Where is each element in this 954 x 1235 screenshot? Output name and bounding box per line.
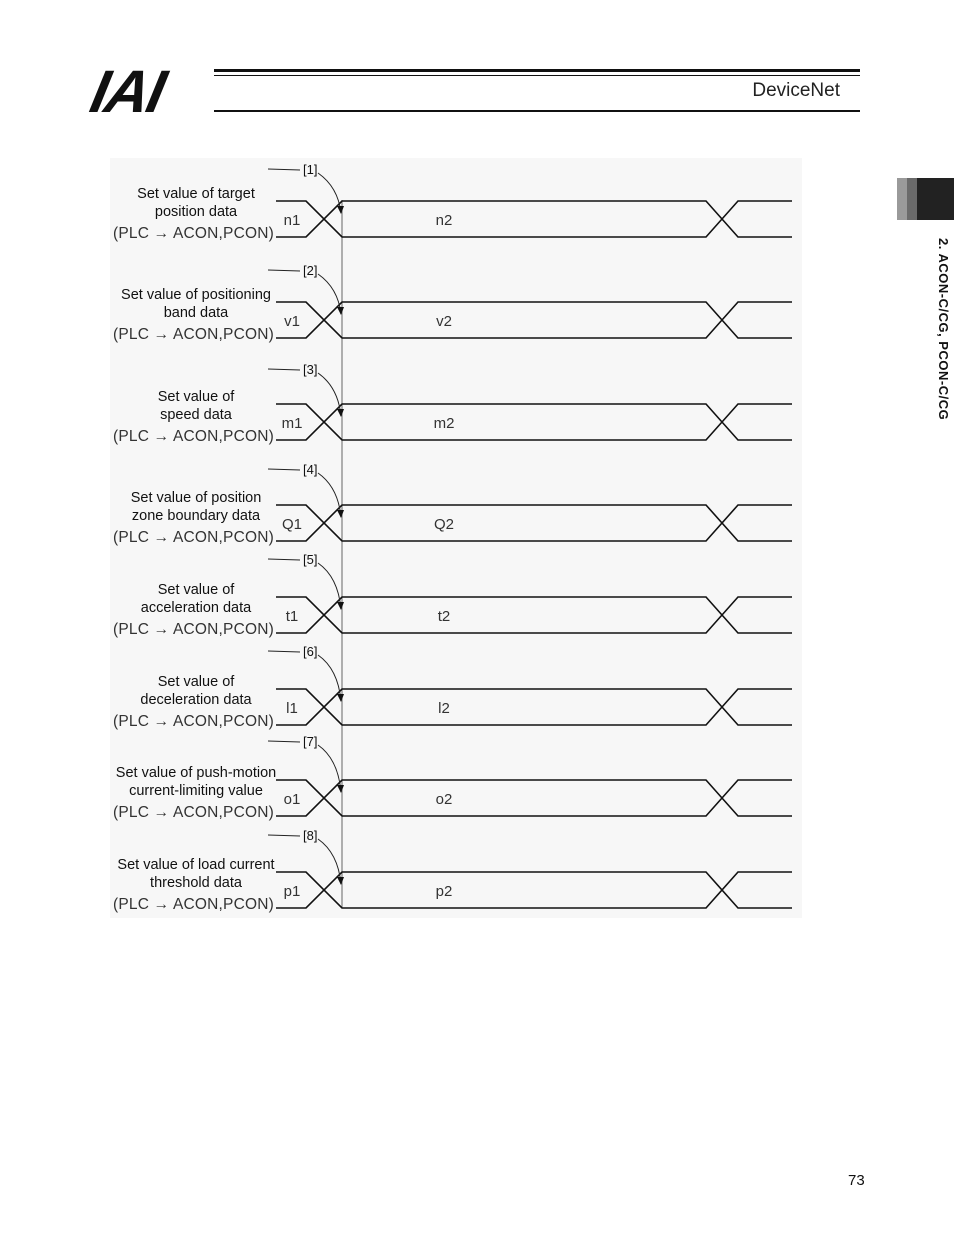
signal-name <box>96 388 296 424</box>
step-marker: [2] <box>303 263 318 278</box>
marker-leader-line <box>268 835 300 836</box>
step-marker: [6] <box>303 644 318 659</box>
signal-name-line2: deceleration data <box>140 692 252 708</box>
signal-name-line2: acceleration data <box>140 600 252 616</box>
signal-name <box>96 185 296 221</box>
value-before: v1 <box>284 313 300 330</box>
signal-direction: (PLC → ACON,PCON) <box>113 529 275 546</box>
signal-waveform <box>276 780 792 816</box>
signal-direction: (PLC → ACON,PCON) <box>113 428 275 445</box>
marker-leader-line <box>268 559 300 560</box>
step-marker: [5] <box>303 552 318 567</box>
signal-name-line1: Set value of <box>157 674 235 690</box>
value-before: p1 <box>283 883 301 900</box>
value-after: o2 <box>435 791 453 808</box>
signal-direction: (PLC → ACON,PCON) <box>113 225 275 242</box>
marker-leader-line <box>268 741 300 742</box>
signal-waveform <box>276 201 792 237</box>
marker-arrowhead <box>337 785 344 793</box>
marker-arrowhead <box>337 409 344 417</box>
signal-name-line2: threshold data <box>150 875 242 891</box>
value-before: Q1 <box>281 516 303 533</box>
signal-name-line1: Set value of positioning <box>121 287 271 303</box>
signal-name-line2: current-limiting value <box>129 783 263 799</box>
signal-name-line1: Set value of <box>157 389 235 405</box>
chapter-label: 2. ACON-C/CG, PCON-C/CG <box>936 238 951 421</box>
signal-name-line2: position data <box>154 204 238 220</box>
marker-arrowhead <box>337 877 344 885</box>
iai-logo: IAI <box>84 58 170 125</box>
signal-waveform <box>276 872 792 908</box>
signal-direction: (PLC → ACON,PCON) <box>113 621 275 638</box>
signal-direction: (PLC → ACON,PCON) <box>113 713 275 730</box>
signal-name <box>96 489 296 525</box>
signal-direction: (PLC → ACON,PCON) <box>113 804 275 821</box>
value-after: t2 <box>437 608 451 625</box>
signal-name <box>96 581 296 617</box>
marker-leader-line <box>268 469 300 470</box>
signal-name-line1: Set value of <box>157 582 235 598</box>
value-before: t1 <box>285 608 299 625</box>
header-title: DeviceNet <box>752 80 840 101</box>
value-after: p2 <box>435 883 453 900</box>
value-before: l1 <box>286 700 298 717</box>
value-after: Q2 <box>433 516 455 533</box>
signal-direction: (PLC → ACON,PCON) <box>113 326 275 343</box>
signal-name-line1: Set value of push-motion <box>115 765 277 781</box>
value-before: m1 <box>281 415 303 432</box>
step-marker: [1] <box>303 162 318 177</box>
signal-name-line1: Set value of position <box>130 490 262 506</box>
marker-leader-line <box>268 169 300 170</box>
signal-waveform <box>276 597 792 633</box>
step-marker: [4] <box>303 462 318 477</box>
signal-name-line2: band data <box>163 305 229 321</box>
marker-arrowhead <box>337 602 344 610</box>
signal-waveform <box>276 302 792 338</box>
step-marker: [7] <box>303 734 318 749</box>
signal-name-line2: zone boundary data <box>131 508 261 524</box>
marker-arrowhead <box>337 206 344 214</box>
signal-name <box>96 764 296 800</box>
signal-name <box>96 673 296 709</box>
step-marker: [3] <box>303 362 318 377</box>
value-after: m2 <box>433 415 455 432</box>
signal-name <box>96 286 296 322</box>
value-after: v2 <box>436 313 452 330</box>
step-marker: [8] <box>303 828 318 843</box>
page-number: 73 <box>848 1172 865 1189</box>
marker-arrowhead <box>337 694 344 702</box>
value-after: n2 <box>435 212 453 229</box>
signal-direction: (PLC → ACON,PCON) <box>113 896 275 913</box>
value-after: l2 <box>438 700 450 717</box>
signal-waveform <box>276 404 792 440</box>
marker-leader-line <box>268 369 300 370</box>
value-before: n1 <box>283 212 301 229</box>
signal-waveform <box>276 505 792 541</box>
marker-arrowhead <box>337 307 344 315</box>
marker-leader-line <box>268 270 300 271</box>
marker-leader-line <box>268 651 300 652</box>
signal-waveform <box>276 689 792 725</box>
signal-name-line2: speed data <box>160 407 232 423</box>
signal-name-line1: Set value of load current <box>117 857 275 873</box>
value-before: o1 <box>283 791 301 808</box>
marker-arrowhead <box>337 510 344 518</box>
signal-name-line1: Set value of target <box>137 186 255 202</box>
signal-name <box>96 856 296 892</box>
